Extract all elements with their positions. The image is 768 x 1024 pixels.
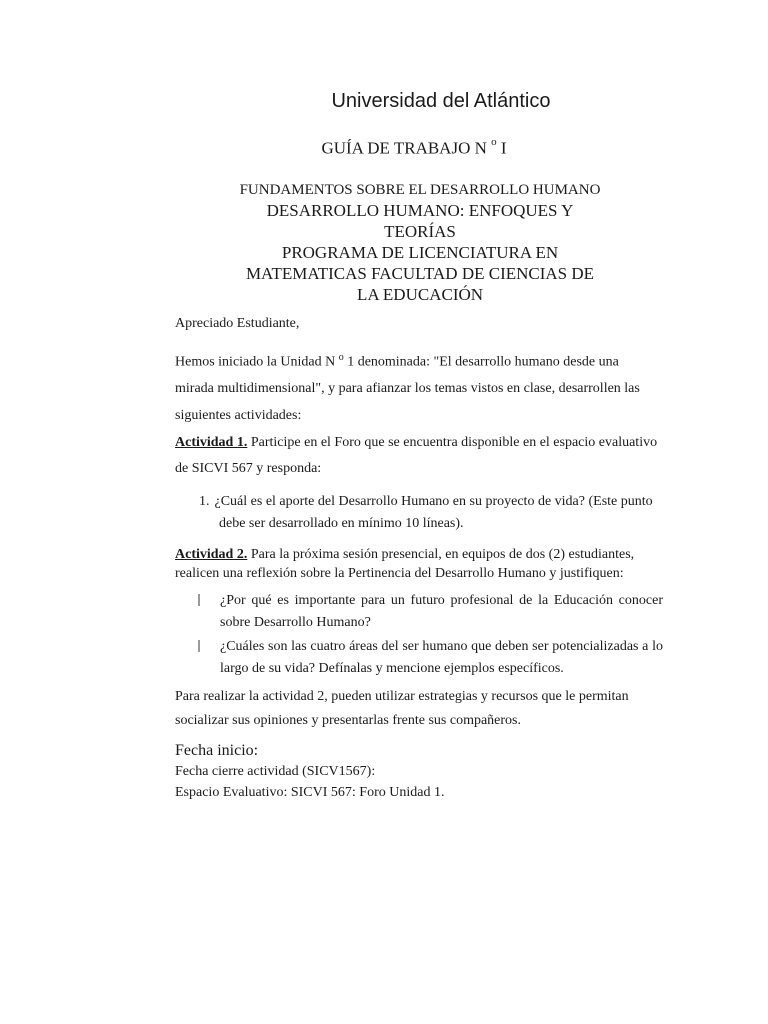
intro-text-1: Hemos iniciado la Unidad N — [175, 354, 336, 370]
bullet-marker-icon — [198, 594, 200, 606]
guide-title-number: I — [500, 138, 507, 158]
title-line-5: MATEMATICAS FACULTAD DE CIENCIAS DE — [245, 264, 595, 283]
guide-title-sup: o — [491, 136, 497, 148]
title-line-1: FUNDAMENTOS SOBRE EL DESARROLLO HUMANO — [239, 182, 601, 198]
list-item — [199, 491, 669, 513]
activity-1-list — [199, 491, 669, 535]
guide-title-text: GUÍA DE TRABAJO N — [321, 138, 487, 158]
bullet-marker-icon — [198, 640, 200, 652]
guide-title — [0, 138, 768, 159]
document-titles — [220, 181, 620, 305]
intro-paragraph — [175, 345, 661, 429]
dates-block — [175, 741, 444, 803]
bullet-item — [198, 590, 663, 634]
evaluation-space: Espacio Evaluativo: SICVI 567: Foro Unidad 1. — [175, 785, 445, 800]
bullet-text-1: ¿Por qué es importante para un futuro profesional de la Educación conocer sobre Desarrollo Humano? — [220, 593, 663, 630]
activity-2-text: Para la próxima sesión presencial, en equipos de dos (2) estudiantes, realicen una reflexión sobre la Pertinencia del Desarrollo Humano y justifiquen: — [175, 547, 635, 581]
activity-1-label: Actividad 1. — [175, 435, 248, 450]
title-line-6: LA EDUCACIÓN — [356, 285, 484, 304]
end-date: Fecha cierre actividad (SICV1567): — [175, 764, 376, 779]
intro-text-2: 1 denominada: "El desarrollo humano desde una mirada multidimensional", y para afianzar los temas vistos en clase, desarrollen las siguientes actividades: — [175, 354, 640, 423]
intro-sup: o — [338, 352, 344, 363]
activity-2-paragraph — [175, 545, 661, 583]
start-date: Fecha inicio: — [175, 742, 259, 759]
title-line-3: TEORÍAS — [384, 222, 456, 241]
list-item-number: 1. — [199, 494, 210, 509]
activity-2-label: Actividad 2. — [175, 547, 248, 562]
closing-paragraph: Para realizar la actividad 2, pueden utilizar estrategias y recursos que le permitan socializar sus opiniones y presentarlas frente sus compañeros. — [175, 689, 629, 728]
greeting: Apreciado Estudiante, — [175, 316, 300, 331]
activity-1-text: Participe en el Foro que se encuentra disponible en el espacio evaluativo de SICVI 567 y responda: — [175, 435, 658, 476]
bullet-item — [198, 636, 663, 680]
university-name: Universidad del Atlántico — [331, 90, 551, 112]
list-item-line-1: ¿Cuál es el aporte del Desarrollo Humano en su proyecto de vida? (Este punto — [214, 494, 653, 509]
activity-1-paragraph — [175, 430, 661, 482]
bullet-text-2: ¿Cuáles son las cuatro áreas del ser humano que deben ser potencializadas a lo largo de su vida? Defínalas y mencione ejemplos específicos. — [220, 639, 663, 676]
title-line-4: PROGRAMA DE LICENCIATURA EN — [281, 243, 559, 262]
title-line-2: DESARROLLO HUMANO: ENFOQUES Y — [266, 201, 574, 220]
list-item-line-2: debe ser desarrollado en mínimo 10 líneas). — [219, 516, 464, 531]
